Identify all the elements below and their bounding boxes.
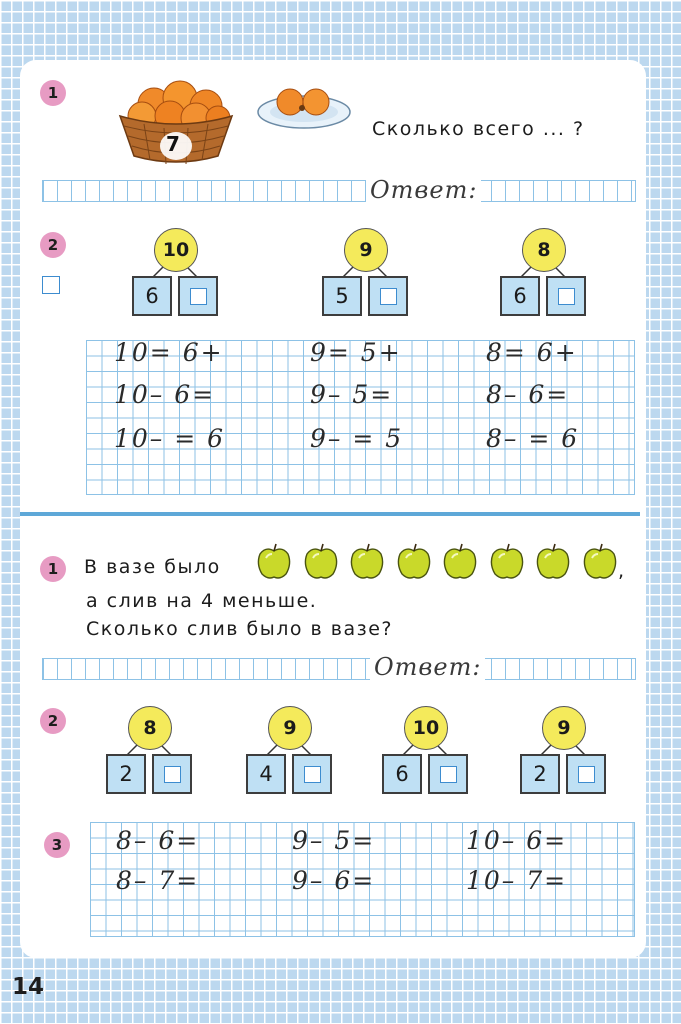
number-tree-3 xyxy=(382,706,472,798)
task-badge-2: 2 xyxy=(40,232,66,258)
tree-top-number: 10 xyxy=(154,228,198,272)
tree-empty-box[interactable] xyxy=(546,276,586,316)
task-badge-1: 1 xyxy=(40,556,66,582)
equation: 10– 6= xyxy=(466,826,568,855)
task-badge-2: 2 xyxy=(40,708,66,734)
section-divider xyxy=(20,512,640,516)
tree-top-number: 9 xyxy=(344,228,388,272)
tree-part-number: 5 xyxy=(322,276,362,316)
tree-empty-box[interactable] xyxy=(152,754,192,794)
plate-of-oranges-image xyxy=(256,82,354,132)
question-text: Сколько всего ... ? xyxy=(372,118,585,140)
tree-top-number: 8 xyxy=(522,228,566,272)
number-tree-4 xyxy=(520,706,610,798)
task-badge-1: 1 xyxy=(40,80,66,106)
comma: , xyxy=(618,560,626,582)
answer-line[interactable] xyxy=(42,658,636,680)
tree-part-number: 6 xyxy=(132,276,172,316)
problem-text-line3: Сколько слив было в вазе? xyxy=(86,618,394,640)
apple-icon xyxy=(347,542,387,582)
equation: 9– = 5 xyxy=(310,424,404,453)
equation: 9– 5= xyxy=(292,826,376,855)
equation: 10– 6= xyxy=(114,380,216,409)
problem-text-line1: В вазе было xyxy=(84,556,221,578)
answer-line[interactable] xyxy=(42,180,636,202)
apple-icon xyxy=(440,542,480,582)
equation: 10= 6+ xyxy=(114,338,224,367)
answer-label: Ответ: xyxy=(366,176,481,204)
apple-icon xyxy=(254,542,294,582)
apple-icon xyxy=(580,542,620,582)
equation: 8– 7= xyxy=(116,866,200,895)
equation: 9– 5= xyxy=(310,380,394,409)
equation: 9= 5+ xyxy=(310,338,402,367)
task-badge-3: 3 xyxy=(44,832,70,858)
number-tree-1 xyxy=(106,706,196,798)
tree-top-number: 10 xyxy=(404,706,448,750)
equation: 10– 7= xyxy=(466,866,568,895)
apple-icon xyxy=(533,542,573,582)
problem-text-line2: а слив на 4 меньше. xyxy=(86,590,318,612)
page-number: 14 xyxy=(12,974,45,1000)
tree-empty-box[interactable] xyxy=(292,754,332,794)
apple-icon xyxy=(394,542,434,582)
basket-count-label: 7 xyxy=(166,132,180,156)
apple-icon xyxy=(487,542,527,582)
checkbox-square[interactable] xyxy=(42,276,60,294)
tree-top-number: 9 xyxy=(542,706,586,750)
tree-part-number: 4 xyxy=(246,754,286,794)
number-tree-1 xyxy=(132,228,222,320)
equation: 8= 6+ xyxy=(486,338,578,367)
number-tree-2 xyxy=(322,228,412,320)
equation: 8– 6= xyxy=(116,826,200,855)
number-tree-3 xyxy=(500,228,590,320)
equation: 8– 6= xyxy=(486,380,570,409)
number-tree-2 xyxy=(246,706,336,798)
tree-empty-box[interactable] xyxy=(566,754,606,794)
equation: 10– = 6 xyxy=(114,424,226,453)
equation: 9– 6= xyxy=(292,866,376,895)
tree-top-number: 9 xyxy=(268,706,312,750)
tree-empty-box[interactable] xyxy=(178,276,218,316)
tree-top-number: 8 xyxy=(128,706,172,750)
tree-part-number: 6 xyxy=(382,754,422,794)
apples-row xyxy=(254,542,614,582)
tree-empty-box[interactable] xyxy=(368,276,408,316)
equation: 8– = 6 xyxy=(486,424,580,453)
answer-label: Ответ: xyxy=(370,653,485,681)
tree-empty-box[interactable] xyxy=(428,754,468,794)
tree-part-number: 2 xyxy=(520,754,560,794)
tree-part-number: 6 xyxy=(500,276,540,316)
tree-part-number: 2 xyxy=(106,754,146,794)
apple-icon xyxy=(301,542,341,582)
